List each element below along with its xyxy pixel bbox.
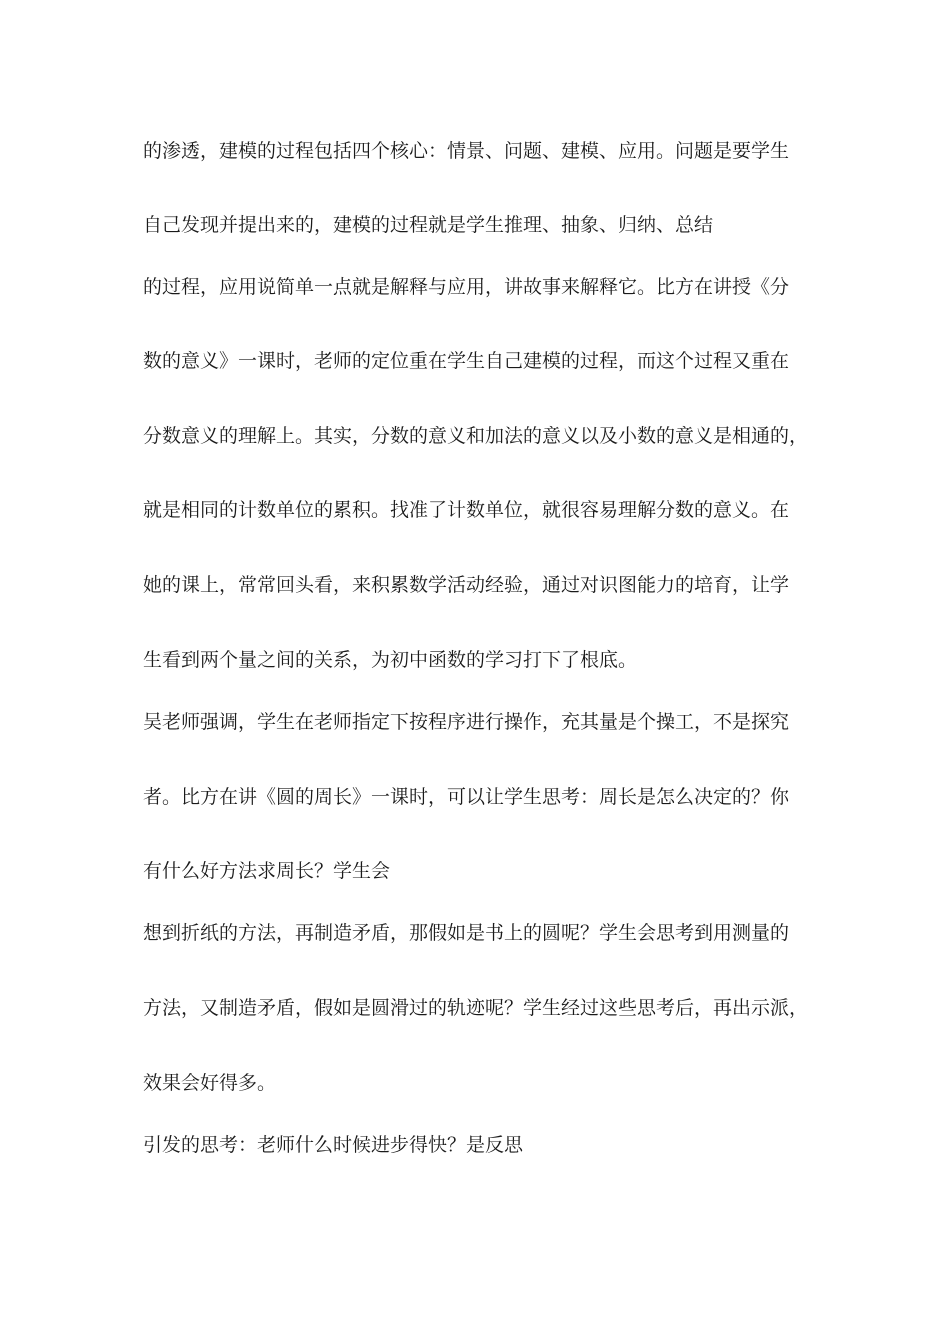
text-line: 自己发现并提出来的，建模的过程就是学生推理、抽象、归纳、总结 [143,214,714,236]
text-line: 的渗透，建模的过程包括四个核心：情景、问题、建模、应用。问题是要学生 [143,140,790,162]
text-line: 生看到两个量之间的关系，为初中函数的学习打下了根底。 [143,649,638,671]
text-line: 效果会好得多。 [143,1072,277,1094]
text-line: 就是相同的计数单位的累积。找准了计数单位，就很容易理解分数的意义。在 [143,499,790,521]
text-line: 数的意义》一课时，老师的定位重在学生自己建模的过程，而这个过程又重在 [143,350,790,372]
text-line: 吴老师强调，学生在老师指定下按程序进行操作，充其量是个操工，不是探究 [143,711,790,733]
text-line: 引发的思考：老师什么时候进步得快？是反思 [143,1134,524,1156]
text-line: 有什么好方法求周长？学生会 [143,860,391,882]
text-line: 分数意义的理解上。其实，分数的意义和加法的意义以及小数的意义是相通的， [143,425,809,447]
text-line: 者。比方在讲《圆的周长》一课时，可以让学生思考：周长是怎么决定的？你 [143,786,790,808]
text-line: 想到折纸的方法，再制造矛盾，那假如是书上的圆呢？学生会思考到用测量的 [143,922,790,944]
text-line: 她的课上，常常回头看，来积累数学活动经验，通过对识图能力的培育，让学 [143,574,790,596]
text-line: 方法，又制造矛盾，假如是圆滑过的轨迹呢？学生经过这些思考后，再出示派， [143,997,809,1019]
text-line: 的过程，应用说简单一点就是解释与应用，讲故事来解释它。比方在讲授《分 [143,276,790,298]
